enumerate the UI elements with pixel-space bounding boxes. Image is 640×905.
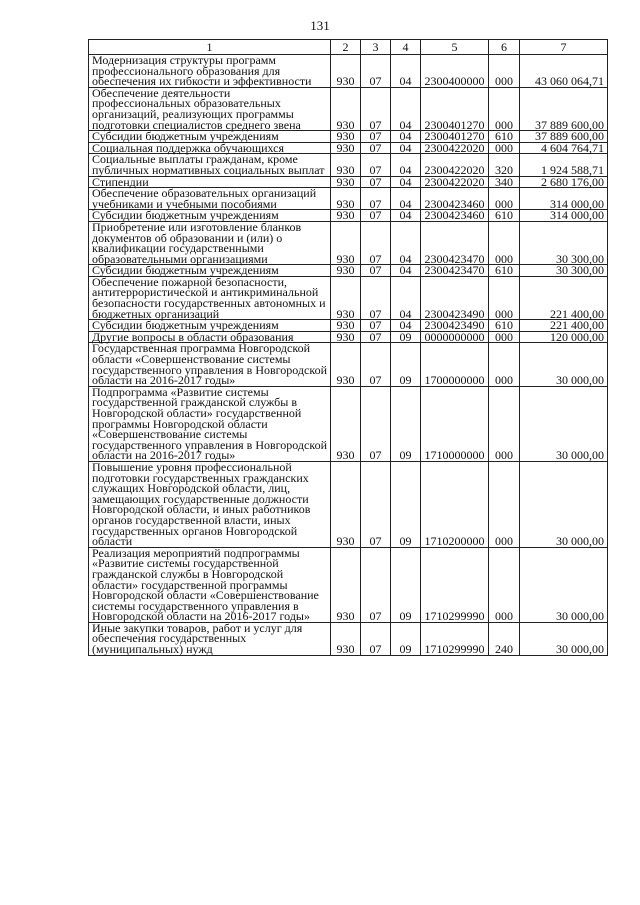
ministry-code: 930 (331, 142, 361, 154)
subsection-code: 04 (391, 154, 421, 176)
subsection-code: 09 (391, 343, 421, 386)
item-name: Реализация мероприятий подпрограммы «Развитие системы государственной гражданской службы в Новгородской области» государственной программы Новгородской области «Совершенствование системы государственного управления в Новгородской области на 2016-2017 годы» (89, 547, 331, 622)
expense-type-code: 340 (489, 176, 520, 188)
section-code: 07 (361, 343, 391, 386)
target-article-code: 0000000000 (421, 331, 489, 343)
expense-type-code: 000 (489, 331, 520, 343)
header-cell: 1 (89, 40, 331, 55)
item-name: Субсидии бюджетным учреждениям (89, 265, 331, 277)
amount: 314 000,00 (520, 188, 608, 210)
table-row (89, 386, 608, 461)
ministry-code: 930 (331, 547, 361, 622)
header-cell: 7 (520, 40, 608, 55)
ministry-code: 930 (331, 87, 361, 130)
item-name: Приобретение или изготовление бланков документов об образовании и (или) о квалификации государственными образовательными организациями (89, 221, 331, 264)
budget-table (88, 39, 608, 656)
expense-type-code: 240 (489, 622, 520, 655)
table-row (89, 343, 608, 386)
expense-type-code: 000 (489, 461, 520, 547)
amount: 2 680 176,00 (520, 176, 608, 188)
section-code: 07 (361, 142, 391, 154)
table-row (89, 622, 608, 655)
table-row (89, 547, 608, 622)
table-row (89, 55, 608, 88)
subsection-code: 09 (391, 331, 421, 343)
expense-type-code: 320 (489, 154, 520, 176)
target-article-code: 2300422020 (421, 142, 489, 154)
expense-type-code: 000 (489, 276, 520, 319)
amount: 4 604 764,71 (520, 142, 608, 154)
item-name: Социальные выплаты гражданам, кроме публичных нормативных социальных выплат (89, 154, 331, 176)
header-cell: 3 (361, 40, 391, 55)
subsection-code: 09 (391, 622, 421, 655)
ministry-code: 930 (331, 622, 361, 655)
subsection-code: 04 (391, 265, 421, 277)
amount: 30 000,00 (520, 622, 608, 655)
target-article-code: 1710299990 (421, 622, 489, 655)
amount: 1 924 588,71 (520, 154, 608, 176)
expense-type-code: 000 (489, 547, 520, 622)
target-article-code: 1710200000 (421, 461, 489, 547)
target-article-code: 2300423460 (421, 210, 489, 222)
table-row (89, 461, 608, 547)
item-name: Обеспечение образовательных организаций учебниками и учебными пособиями (89, 188, 331, 210)
target-article-code: 2300423490 (421, 320, 489, 332)
amount: 30 300,00 (520, 221, 608, 264)
section-code: 07 (361, 265, 391, 277)
subsection-code: 04 (391, 320, 421, 332)
amount: 221 400,00 (520, 276, 608, 319)
item-name: Другие вопросы в области образования (89, 331, 331, 343)
section-code: 07 (361, 547, 391, 622)
target-article-code: 2300423470 (421, 265, 489, 277)
section-code: 07 (361, 622, 391, 655)
header-cell: 6 (489, 40, 520, 55)
expense-type-code: 610 (489, 210, 520, 222)
table-row (89, 276, 608, 319)
amount: 30 000,00 (520, 461, 608, 547)
expense-type-code: 610 (489, 320, 520, 332)
item-name: Обеспечение пожарной безопасности, антитеррористической и антикриминальной безопасности государственных автономных и бюджетных организаций (89, 276, 331, 319)
amount: 43 060 064,71 (520, 55, 608, 88)
expense-type-code: 000 (489, 142, 520, 154)
target-article-code: 2300400000 (421, 55, 489, 88)
table-row (89, 154, 608, 176)
target-article-code: 1710299990 (421, 547, 489, 622)
table-row (89, 188, 608, 210)
target-article-code: 2300423470 (421, 221, 489, 264)
section-code: 07 (361, 87, 391, 130)
amount: 30 000,00 (520, 386, 608, 461)
section-code: 07 (361, 320, 391, 332)
ministry-code: 930 (331, 320, 361, 332)
subsection-code: 04 (391, 221, 421, 264)
target-article-code: 2300401270 (421, 87, 489, 130)
item-name: Модернизация структуры программ профессионального образования для обеспечения их гибкости и эффективности (89, 55, 331, 88)
ministry-code: 930 (331, 461, 361, 547)
ministry-code: 930 (331, 386, 361, 461)
ministry-code: 930 (331, 331, 361, 343)
ministry-code: 930 (331, 343, 361, 386)
item-name: Стипендии (89, 176, 331, 188)
expense-type-code: 000 (489, 386, 520, 461)
section-code: 07 (361, 131, 391, 143)
subsection-code: 04 (391, 210, 421, 222)
target-article-code: 2300423460 (421, 188, 489, 210)
subsection-code: 04 (391, 131, 421, 143)
ministry-code: 930 (331, 221, 361, 264)
subsection-code: 04 (391, 142, 421, 154)
target-article-code: 2300422020 (421, 176, 489, 188)
item-name: Субсидии бюджетным учреждениям (89, 210, 331, 222)
ministry-code: 930 (331, 154, 361, 176)
section-code: 07 (361, 154, 391, 176)
expense-type-code: 610 (489, 131, 520, 143)
amount: 120 000,00 (520, 331, 608, 343)
subsection-code: 09 (391, 386, 421, 461)
subsection-code: 09 (391, 461, 421, 547)
target-article-code: 1710000000 (421, 386, 489, 461)
item-name: Субсидии бюджетным учреждениям (89, 131, 331, 143)
item-name: Социальная поддержка обучающихся (89, 142, 331, 154)
section-code: 07 (361, 221, 391, 264)
page-number: 131 (310, 18, 330, 33)
table-row (89, 221, 608, 264)
amount: 30 000,00 (520, 547, 608, 622)
amount: 37 889 600,00 (520, 131, 608, 143)
subsection-code: 04 (391, 87, 421, 130)
ministry-code: 930 (331, 55, 361, 88)
amount: 30 300,00 (520, 265, 608, 277)
table-row (89, 87, 608, 130)
expense-type-code: 000 (489, 87, 520, 130)
amount: 30 000,00 (520, 343, 608, 386)
subsection-code: 04 (391, 188, 421, 210)
expense-type-code: 610 (489, 265, 520, 277)
amount: 37 889 600,00 (520, 87, 608, 130)
header-cell: 5 (421, 40, 489, 55)
target-article-code: 2300423490 (421, 276, 489, 319)
amount: 221 400,00 (520, 320, 608, 332)
section-code: 07 (361, 461, 391, 547)
header-cell: 2 (331, 40, 361, 55)
section-code: 07 (361, 276, 391, 319)
subsection-code: 04 (391, 276, 421, 319)
section-code: 07 (361, 55, 391, 88)
item-name: Повышение уровня профессиональной подготовки государственных гражданских служащих Новгородской области, лиц, замещающих государственные должности Новгородской области, и иных работников органов государственной власти, иных государственных органов Новгородской области (89, 461, 331, 547)
amount: 314 000,00 (520, 210, 608, 222)
section-code: 07 (361, 331, 391, 343)
subsection-code: 04 (391, 176, 421, 188)
target-article-code: 2300401270 (421, 131, 489, 143)
item-name: Подпрограмма «Развитие системы государственной гражданской службы в Новгородской области» государственной программы Новгородской области «Совершенствование системы государственного управления в Новгородской области на 2016-2017 годы» (89, 386, 331, 461)
section-code: 07 (361, 176, 391, 188)
target-article-code: 1700000000 (421, 343, 489, 386)
item-name: Иные закупки товаров, работ и услуг для обеспечения государственных (муниципальных) нужд (89, 622, 331, 655)
header-cell: 4 (391, 40, 421, 55)
ministry-code: 930 (331, 176, 361, 188)
section-code: 07 (361, 386, 391, 461)
item-name: Обеспечение деятельности профессиональных образовательных организаций, реализующих программы подготовки специалистов среднего звена (89, 87, 331, 130)
expense-type-code: 000 (489, 55, 520, 88)
ministry-code: 930 (331, 276, 361, 319)
section-code: 07 (361, 210, 391, 222)
expense-type-code: 000 (489, 188, 520, 210)
expense-type-code: 000 (489, 221, 520, 264)
ministry-code: 930 (331, 265, 361, 277)
ministry-code: 930 (331, 188, 361, 210)
item-name: Государственная программа Новгородской области «Совершенствование системы государственного управления в Новгородской области на 2016-2017 годы» (89, 343, 331, 386)
section-code: 07 (361, 188, 391, 210)
ministry-code: 930 (331, 210, 361, 222)
item-name: Субсидии бюджетным учреждениям (89, 320, 331, 332)
ministry-code: 930 (331, 131, 361, 143)
subsection-code: 09 (391, 547, 421, 622)
expense-type-code: 000 (489, 343, 520, 386)
subsection-code: 04 (391, 55, 421, 88)
target-article-code: 2300422020 (421, 154, 489, 176)
